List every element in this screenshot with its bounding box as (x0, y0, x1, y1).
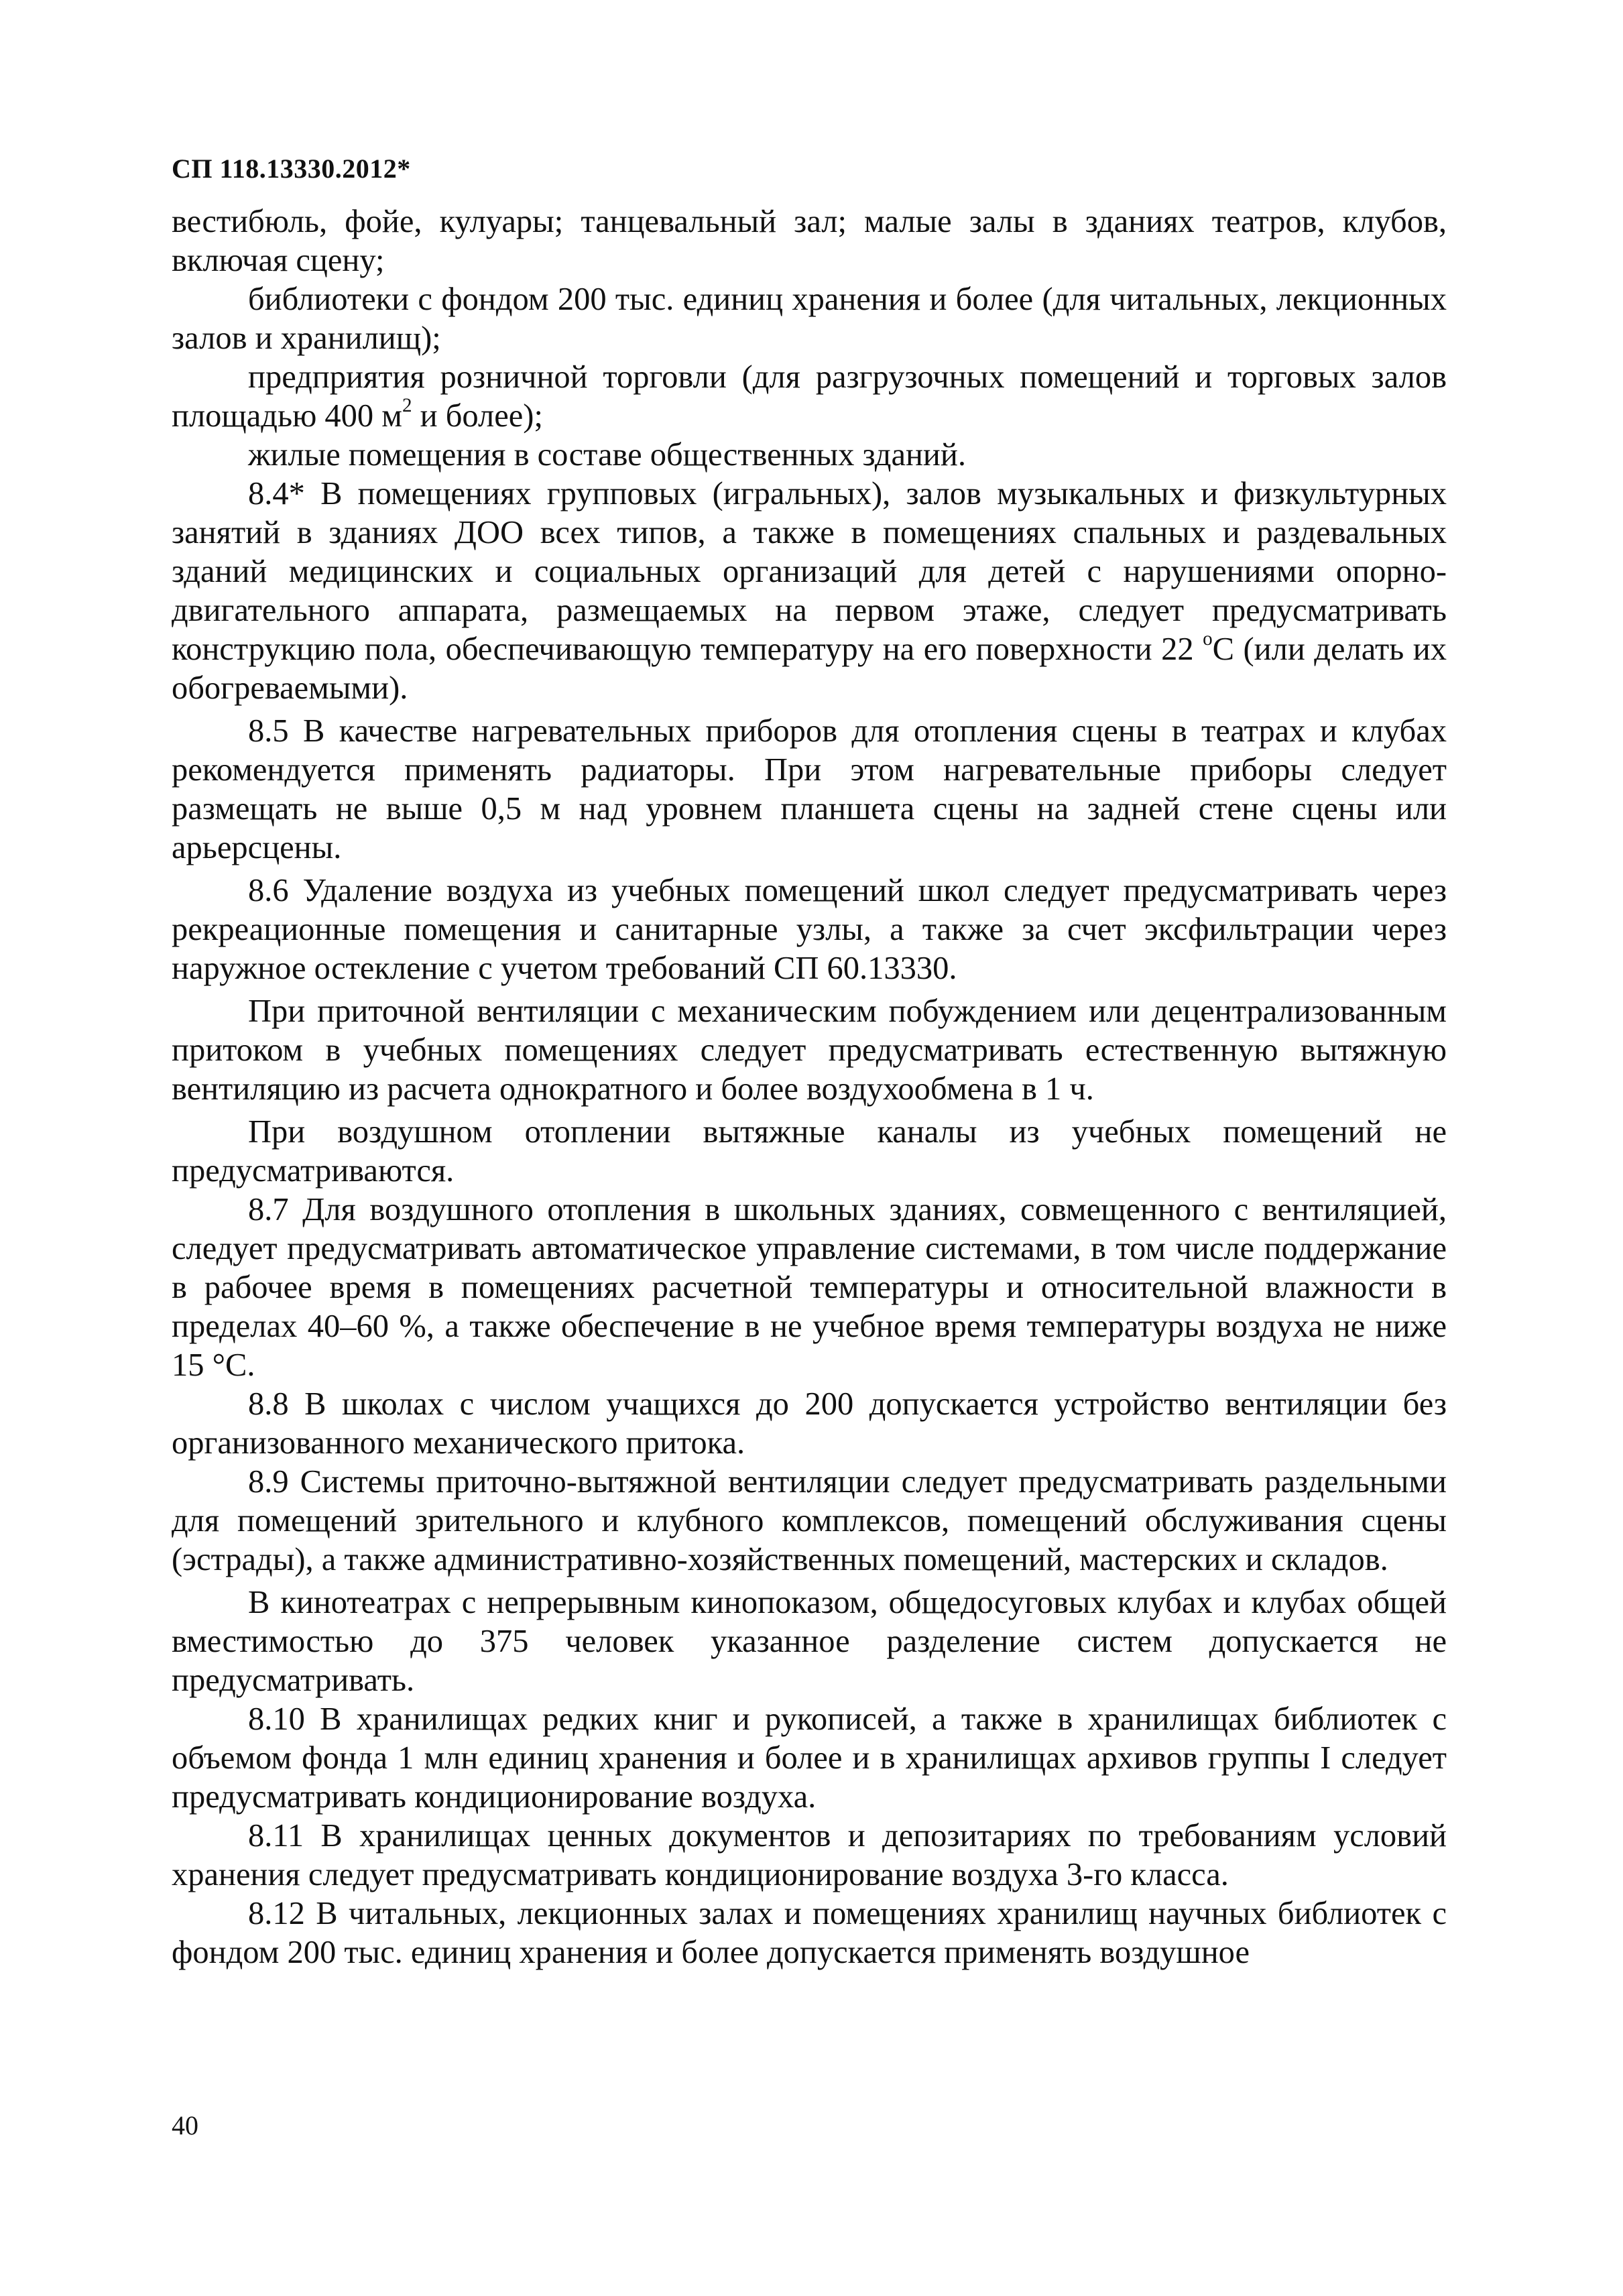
paragraph-retail-text-end: и более); (412, 398, 543, 434)
clause-8-7: 8.7 Для воздушного отопления в школьных зданиях, совмещенного с вентиляцией, следует предусматривать автоматическое управление системами, в том числе поддержание в рабочее время в помещениях расчетной температуры и относительной влажности в пределах 40–60 %, а также обеспечение в не учебное время температуры воздуха не ниже 15 °С. (172, 1192, 1447, 1383)
clause-8-8: 8.8 В школах с числом учащихся до 200 допускается устройство вентиляции без организованного механического притока. (172, 1386, 1447, 1461)
paragraph-retail (172, 358, 1447, 436)
paragraph-residential: жилые помещения в составе общественных зданий. (248, 437, 966, 473)
clause-8-12: 8.12 В читальных, лекционных залах и помещениях хранилищ научных библиотек с фондом 200 тыс. единиц хранения и более допускается применять воздушное (172, 1896, 1447, 1970)
clause-8-9: 8.9 Системы приточно-вытяжной вентиляции следует предусматривать раздельными для помещений зрительного и клубного комплексов, помещений обслуживания сцены (эстрады), а также административно-хозяйственных помещений, мастерских и складов. (172, 1464, 1447, 1577)
paragraph-supply-ventilation: При приточной вентиляции с механическим побуждением или децентрализованным притоком в учебных помещениях следует предусматривать естественную вытяжную вентиляцию из расчета однократного и более воздухообмена в 1 ч. (172, 993, 1447, 1107)
paragraph-retail-text: предприятия розничной торговли (для разгрузочных помещений и торговых залов площадью 400 м (172, 359, 1447, 434)
clause-8-4-text-end: С (или делать их обогреваемыми). (172, 631, 1447, 706)
page-number: 40 (172, 2110, 198, 2140)
clause-8-10: 8.10 В хранилищах редких книг и рукописей, а также в хранилищах библиотек с объемом фонда 1 млн единиц хранения и более и в хранилищах архивов группы I следует предусматривать кондиционирование воздуха. (172, 1701, 1447, 1815)
clause-8-4-text: 8.4* В помещениях групповых (игральных), залов музыкальных и физкультурных занятий в зданиях ДОО всех типов, а также в помещениях спальных и раздевальных зданий медицинских и социальных организаций для детей с нарушениями опорно-двигательного аппарата, размещаемых на первом этаже, следует предусматривать конструкцию пола, обеспечивающую температуру на его поверхности 22 (172, 476, 1447, 667)
body-text (172, 202, 1447, 1972)
clause-8-4 (172, 475, 1447, 708)
clause-8-11: 8.11 В хранилищах ценных документов и депозитариях по требованиям условий хранения следует предусматривать кондиционирование воздуха 3-го класса. (172, 1818, 1447, 1892)
clause-8-6: 8.6 Удаление воздуха из учебных помещений школ следует предусматривать через рекреационные помещения и санитарные узлы, а также за счет эксфильтрации через наружное остекление с учетом требований СП 60.13330. (172, 873, 1447, 986)
paragraph-libraries: библиотеки с фондом 200 тыс. единиц хранения и более (для читальных, лекционных залов и хранилищ); (172, 282, 1447, 356)
document-code: СП 118.13330.2012* (172, 154, 411, 184)
paragraph-cinemas: В кинотеатрах с непрерывным кинопоказом, общедосуговых клубах и клубах общей вместимостью до 375 человек указанное разделение систем допускается не предусматривать. (172, 1585, 1447, 1698)
superscript-degree: о (1203, 628, 1213, 650)
superscript-squared: 2 (402, 395, 412, 417)
clause-8-5: 8.5 В качестве нагревательных приборов для отопления сцены в театрах и клубах рекомендуется применять радиаторы. При этом нагревательные приборы следует размещать не выше 0,5 м над уровнем планшета сцены на задней стене сцены или арьерсцены. (172, 713, 1447, 865)
paragraph-air-heating: При воздушном отоплении вытяжные каналы из учебных помещений не предусматриваются. (172, 1114, 1447, 1189)
paragraph-continuation-lobby: вестибюль, фойе, кулуары; танцевальный зал; малые залы в зданиях театров, клубов, включая сцену; (172, 204, 1447, 278)
